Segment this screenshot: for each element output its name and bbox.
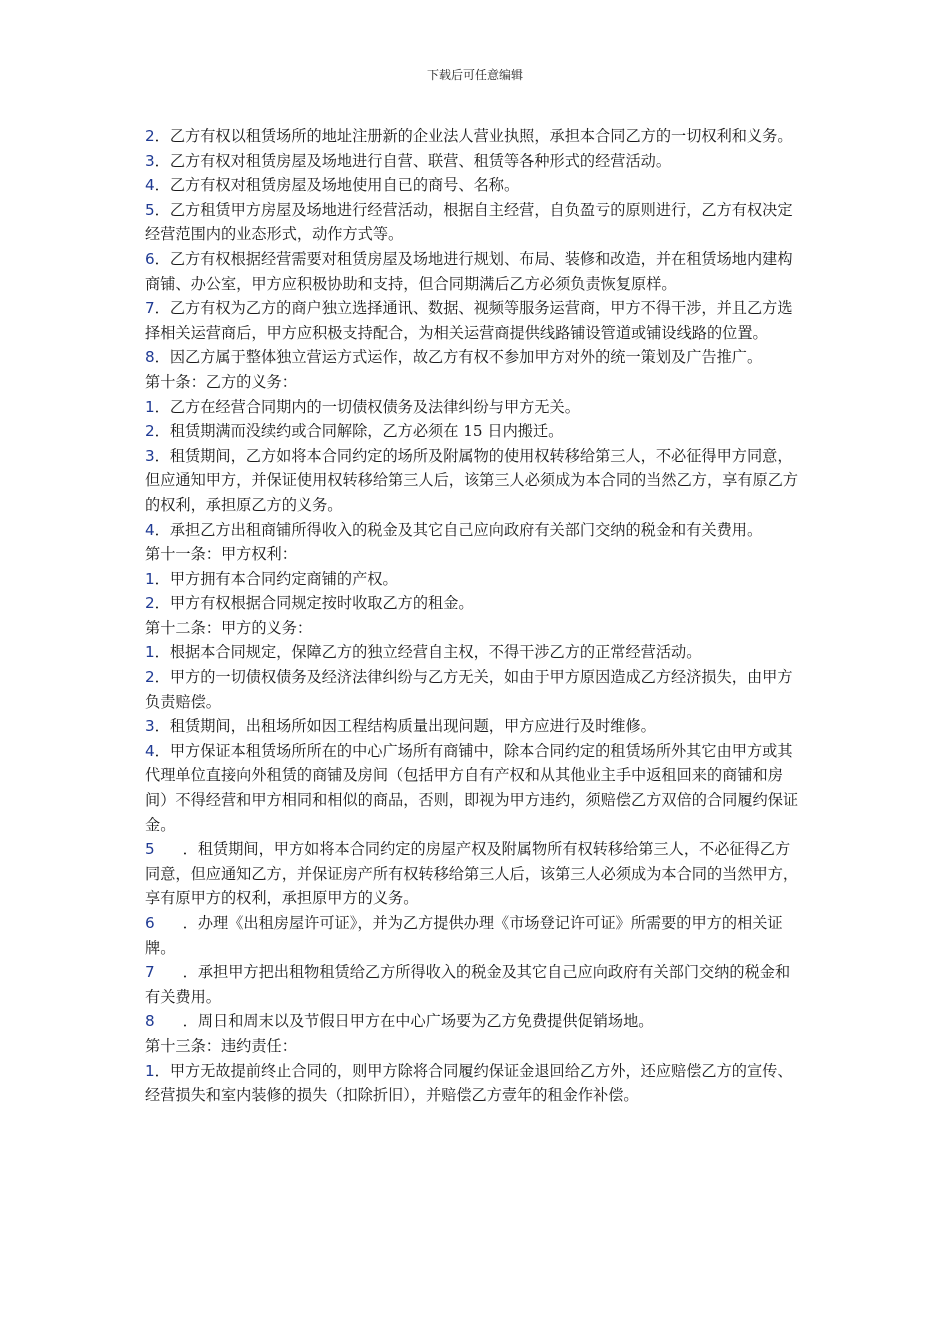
paragraph bbox=[145, 345, 805, 370]
paragraph-text: ．甲方保证本租赁场所所在的中心广场所有商铺中，除本合同约定的租赁场所外其它由甲方或其代理单位直接向外租赁的商铺及房间（包括甲方自有产权和从其他业主手中返租回来的商铺和房间）不得经营和甲方相同和相似的商品，否则，即视为甲方违约，须赔偿乙方双倍的合同履约保证金。 bbox=[145, 741, 799, 834]
paragraph-text: ．根据本合同规定，保障乙方的独立经营自主权，不得干涉乙方的正常经营活动。 bbox=[154, 643, 702, 662]
paragraph-text: ．乙方有权以租赁场所的地址注册新的企业法人营业执照，承担本合同乙方的一切权利和义务。 bbox=[154, 127, 793, 145]
item-number: 5 bbox=[145, 200, 155, 219]
paragraph bbox=[145, 198, 805, 247]
paragraph-text: ．乙方有权根据经营需要对租赁房屋及场地进行规划、布局、装修和改造，并在租赁场地内建构商铺、办公室，甲方应积极协助和支持，但合同期满后乙方必须负责恢复原样。 bbox=[145, 249, 793, 293]
document-body bbox=[145, 124, 805, 1108]
paragraph-text: ．承担乙方出租商铺所得收入的税金及其它自己应向政府有关部门交纳的税金和有关费用。 bbox=[154, 520, 763, 539]
paragraph bbox=[145, 173, 805, 198]
paragraph bbox=[145, 567, 805, 592]
item-number: 2 bbox=[145, 127, 155, 145]
paragraph bbox=[145, 149, 805, 174]
heading-text: 第十三条：违约责任： bbox=[145, 1036, 297, 1055]
paragraph-text: ．租赁期间，甲方如将本合同约定的房屋产权及附属物所有权转移给第三人，不必征得乙方同意，但应通知乙方，并保证房产所有权转移给第三人后，该第三人必须成为本合同的当然甲方，享有原甲方的权利，承担原甲方的义务。 bbox=[145, 840, 799, 908]
item-number: 5 bbox=[145, 840, 155, 859]
paragraph-text: ．乙方有权对租赁房屋及场地使用自已的商号、名称。 bbox=[154, 176, 520, 195]
paragraph-text: ．周日和周末以及节假日甲方在中心广场要为乙方免费提供促销场地。 bbox=[182, 1012, 654, 1031]
paragraph bbox=[145, 739, 805, 837]
item-number: 6 bbox=[145, 914, 155, 932]
paragraph-text: ．甲方的一切债权债务及经济法律纠纷与乙方无关，如由于甲方原因造成乙方经济损失，由甲方负责赔偿。 bbox=[145, 668, 793, 711]
paragraph-text: ．租赁期间，乙方如将本合同约定的场所及附属物的使用权转移给第三人，不必征得甲方同意，但应通知甲方，并保证使用权转移给第三人后，该第三人必须成为本合同的当然乙方，享有原乙方的权利，承担原乙方的义务。 bbox=[145, 446, 799, 514]
paragraph bbox=[145, 296, 805, 345]
paragraph bbox=[145, 837, 805, 911]
paragraph-text: ．甲方有权根据合同规定按时收取乙方的租金。 bbox=[154, 594, 474, 613]
item-number: 7 bbox=[145, 963, 155, 982]
paragraph bbox=[145, 960, 805, 1009]
section-heading bbox=[145, 370, 805, 395]
item-number: 4 bbox=[145, 176, 155, 195]
paragraph-text: ．乙方租赁甲方房屋及场地进行经营活动，根据自主经营，自负盈亏的原则进行，乙方有权决定经营范围内的业态形式，动作方式等。 bbox=[145, 200, 793, 244]
item-number: 4 bbox=[145, 741, 155, 760]
item-number: 6 bbox=[145, 249, 155, 268]
section-heading bbox=[145, 1034, 805, 1059]
item-number: 1 bbox=[145, 397, 155, 416]
heading-text: 第十条：乙方的义务： bbox=[145, 372, 297, 391]
paragraph-text: ．甲方无故提前终止合同的，则甲方除将合同履约保证金退回给乙方外，还应赔偿乙方的宣传、经营损失和室内装修的损失（扣除折旧），并赔偿乙方壹年的租金作补偿。 bbox=[145, 1061, 793, 1105]
paragraph bbox=[145, 911, 805, 960]
paragraph bbox=[145, 640, 805, 665]
item-number: 4 bbox=[145, 520, 155, 539]
section-heading bbox=[145, 542, 805, 567]
heading-text: 第十二条：甲方的义务： bbox=[145, 618, 313, 637]
paragraph bbox=[145, 395, 805, 420]
paragraph bbox=[145, 1009, 805, 1034]
paragraph-text: ．乙方有权对租赁房屋及场地进行自营、联营、租赁等各种形式的经营活动。 bbox=[154, 151, 672, 170]
item-number: 8 bbox=[145, 1012, 155, 1031]
paragraph bbox=[145, 714, 805, 739]
paragraph bbox=[145, 1059, 805, 1108]
paragraph-text: ．租赁期间，出租场所如因工程结构质量出现问题，甲方应进行及时维修。 bbox=[154, 717, 656, 736]
heading-text: 第十一条：甲方权利： bbox=[145, 545, 297, 564]
paragraph-text: ．租赁期满而没续约或合同解除，乙方必须在 15 日内搬迁。 bbox=[154, 422, 564, 441]
item-number: 2 bbox=[145, 668, 155, 687]
paragraph-text: ．办理《出租房屋许可证》，并为乙方提供办理《市场登记许可证》所需要的甲方的相关证牌。 bbox=[145, 914, 783, 957]
section-heading bbox=[145, 616, 805, 641]
paragraph bbox=[145, 124, 805, 149]
paragraph-text: ．因乙方属于整体独立营运方式运作，故乙方有权不参加甲方对外的统一策划及广告推广。 bbox=[154, 348, 763, 367]
paragraph bbox=[145, 518, 805, 543]
item-number: 7 bbox=[145, 299, 155, 318]
paragraph-text: ．承担甲方把出租物租赁给乙方所得收入的税金及其它自己应向政府有关部门交纳的税金和有关费用。 bbox=[145, 963, 791, 1006]
paragraph-text: ．乙方有权为乙方的商户独立选择通讯、数据、视频等服务运营商，甲方不得干涉，并且乙方选择相关运营商后，甲方应积极支持配合，为相关运营商提供线路铺设管道或铺设线路的位置。 bbox=[145, 299, 793, 342]
paragraph bbox=[145, 591, 805, 616]
item-number: 3 bbox=[145, 446, 155, 465]
paragraph-text: ．甲方拥有本合同约定商铺的产权。 bbox=[154, 569, 398, 588]
item-number: 8 bbox=[145, 348, 155, 367]
item-number: 2 bbox=[145, 594, 155, 613]
paragraph bbox=[145, 247, 805, 296]
item-number: 1 bbox=[145, 1061, 155, 1080]
item-number: 3 bbox=[145, 717, 155, 736]
item-number: 3 bbox=[145, 151, 155, 170]
item-number: 1 bbox=[145, 569, 155, 588]
paragraph bbox=[145, 665, 805, 714]
paragraph bbox=[145, 444, 805, 518]
item-number: 1 bbox=[145, 643, 155, 662]
item-number: 2 bbox=[145, 422, 155, 441]
page-header: 下载后可任意编辑 bbox=[426, 68, 523, 82]
paragraph-text: ．乙方在经营合同期内的一切债权债务及法律纠纷与甲方无关。 bbox=[154, 397, 580, 416]
paragraph bbox=[145, 419, 805, 444]
